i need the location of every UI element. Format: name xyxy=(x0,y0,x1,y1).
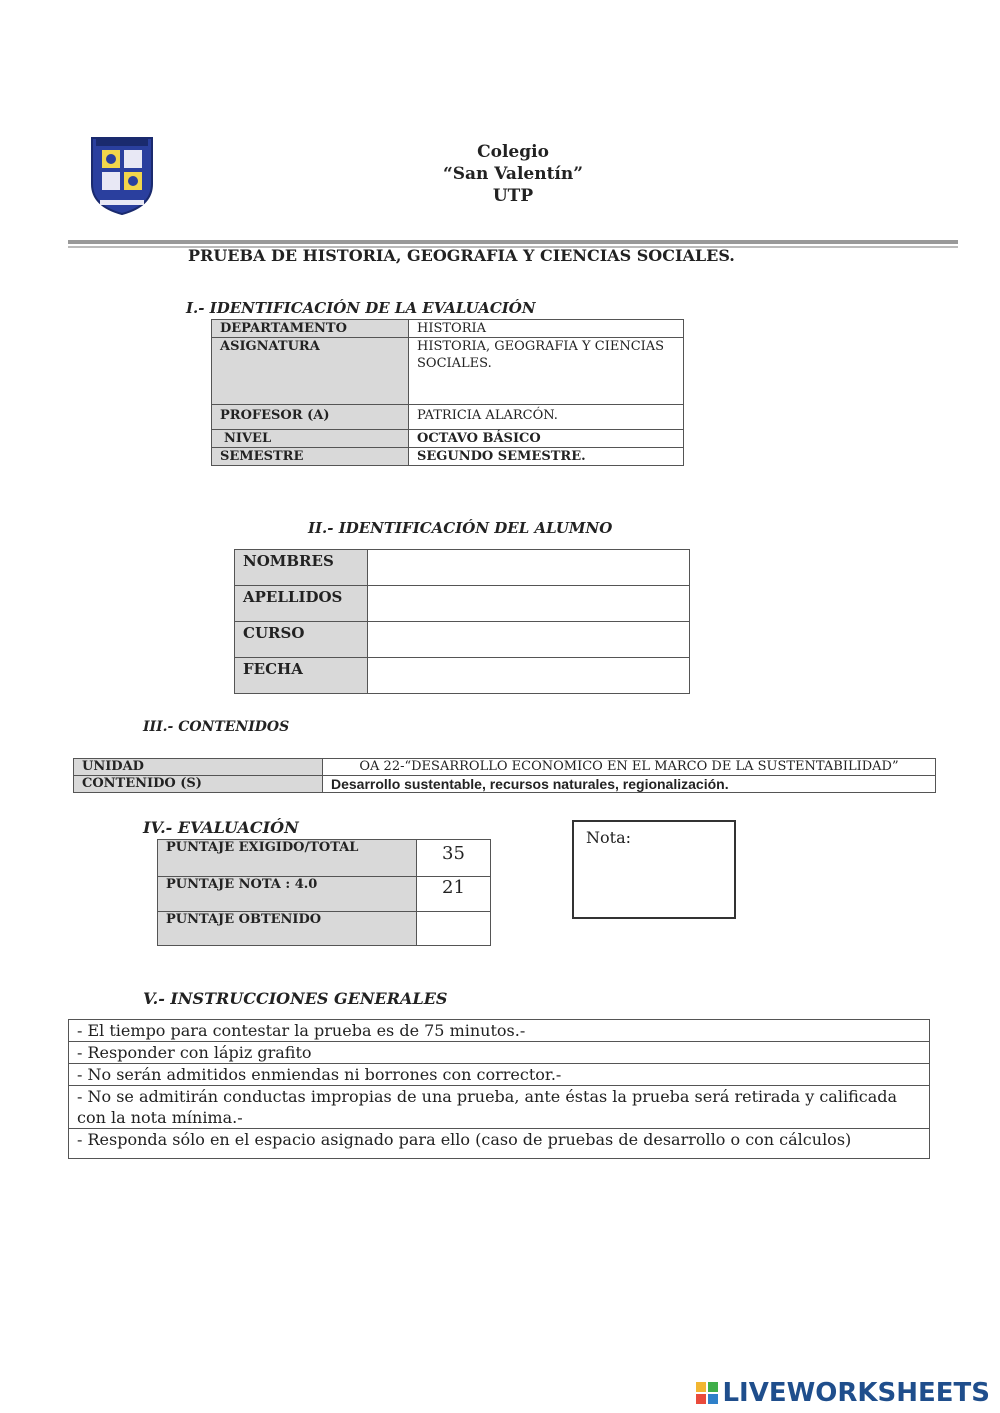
row-value: OCTAVO BÁSICO xyxy=(409,430,684,448)
table-row xyxy=(212,338,684,405)
table-row xyxy=(158,877,491,912)
school-crest-logo xyxy=(88,134,156,216)
table-row xyxy=(235,586,690,622)
contenido-label: CONTENIDO (S) xyxy=(74,776,323,793)
instruction-item: - No serán admitidos enmiendas ni borrones con corrector.- xyxy=(69,1064,930,1086)
table-row xyxy=(69,1064,930,1086)
instruction-item: - Responda sólo en el espacio asignado para ello (caso de pruebas de desarrollo o con cálculos) xyxy=(69,1129,930,1159)
table-row xyxy=(212,430,684,448)
school-header xyxy=(413,141,613,207)
curso-field[interactable] xyxy=(368,622,690,658)
student-id-table xyxy=(234,549,690,694)
nombres-label: NOMBRES xyxy=(235,550,368,586)
row-value: HISTORIA xyxy=(409,320,684,338)
table-row xyxy=(158,840,491,877)
table-row xyxy=(212,320,684,338)
row-value: SEGUNDO SEMESTRE. xyxy=(409,448,684,466)
section-1-heading: I.- IDENTIFICACIÓN DE LA EVALUACIÓN xyxy=(186,299,536,317)
fecha-label: FECHA xyxy=(235,658,368,694)
table-row xyxy=(235,550,690,586)
table-row xyxy=(69,1042,930,1064)
nombres-field[interactable] xyxy=(368,550,690,586)
fecha-field[interactable] xyxy=(368,658,690,694)
school-line-2: “San Valentín” xyxy=(442,164,584,184)
exam-title: PRUEBA DE HISTORIA, GEOGRAFIA Y CIENCIAS SOCIALES. xyxy=(188,246,735,265)
instructions-table xyxy=(68,1019,930,1159)
table-row xyxy=(235,658,690,694)
table-row xyxy=(158,912,491,946)
puntaje-nota-label: PUNTAJE NOTA : 4.0 xyxy=(158,877,417,912)
contents-table xyxy=(73,758,936,793)
nota-label: Nota: xyxy=(586,828,631,847)
nota-box[interactable] xyxy=(572,820,736,919)
apellidos-field[interactable] xyxy=(368,586,690,622)
row-label: ASIGNATURA xyxy=(212,338,409,405)
header-divider xyxy=(68,240,958,244)
table-row xyxy=(74,776,936,793)
liveworksheets-logo-icon xyxy=(696,1382,718,1404)
table-row xyxy=(69,1086,930,1129)
table-row xyxy=(235,622,690,658)
evaluation-score-table xyxy=(157,839,491,946)
contenido-value: Desarrollo sustentable, recursos naturales, regionalización. xyxy=(323,776,936,793)
section-5-heading: V.- INSTRUCCIONES GENERALES xyxy=(143,989,448,1008)
section-2-heading: II.- IDENTIFICACIÓN DEL ALUMNO xyxy=(308,519,613,537)
row-value: PATRICIA ALARCÓN. xyxy=(409,405,684,430)
unidad-label: UNIDAD xyxy=(74,759,323,776)
puntaje-obtenido-field[interactable] xyxy=(417,912,491,946)
puntaje-exigido-value: 35 xyxy=(417,840,491,877)
table-row xyxy=(69,1129,930,1159)
apellidos-label: APELLIDOS xyxy=(235,586,368,622)
school-line-3: UTP xyxy=(492,186,534,206)
instruction-item: - El tiempo para contestar la prueba es de 75 minutos.- xyxy=(69,1020,930,1042)
liveworksheets-watermark xyxy=(696,1378,990,1408)
row-label: PROFESOR (A) xyxy=(212,405,409,430)
unidad-value: OA 22-“DESARROLLO ECONOMICO EN EL MARCO DE LA SUSTENTABILIDAD” xyxy=(323,759,936,776)
watermark-text: LIVEWORKSHEETS xyxy=(722,1378,990,1408)
curso-label: CURSO xyxy=(235,622,368,658)
row-label: SEMESTRE xyxy=(212,448,409,466)
section-3-heading: III.- CONTENIDOS xyxy=(143,719,290,735)
instruction-item: - No se admitirán conductas impropias de una prueba, ante éstas la prueba será retirada y calificada con la nota mínima.- xyxy=(69,1086,930,1129)
school-line-1: Colegio xyxy=(477,142,549,162)
table-row xyxy=(212,405,684,430)
row-label: DEPARTAMENTO xyxy=(212,320,409,338)
puntaje-nota-value: 21 xyxy=(417,877,491,912)
section-4-heading: IV.- EVALUACIÓN xyxy=(143,818,299,837)
puntaje-obtenido-label: PUNTAJE OBTENIDO xyxy=(158,912,417,946)
table-row xyxy=(212,448,684,466)
instruction-item: - Responder con lápiz grafito xyxy=(69,1042,930,1064)
evaluation-id-table xyxy=(211,319,684,466)
table-row xyxy=(69,1020,930,1042)
puntaje-exigido-label: PUNTAJE EXIGIDO/TOTAL xyxy=(158,840,417,877)
row-label: NIVEL xyxy=(212,430,409,448)
row-value: HISTORIA, GEOGRAFIA Y CIENCIAS SOCIALES. xyxy=(409,338,684,405)
table-row xyxy=(74,759,936,776)
